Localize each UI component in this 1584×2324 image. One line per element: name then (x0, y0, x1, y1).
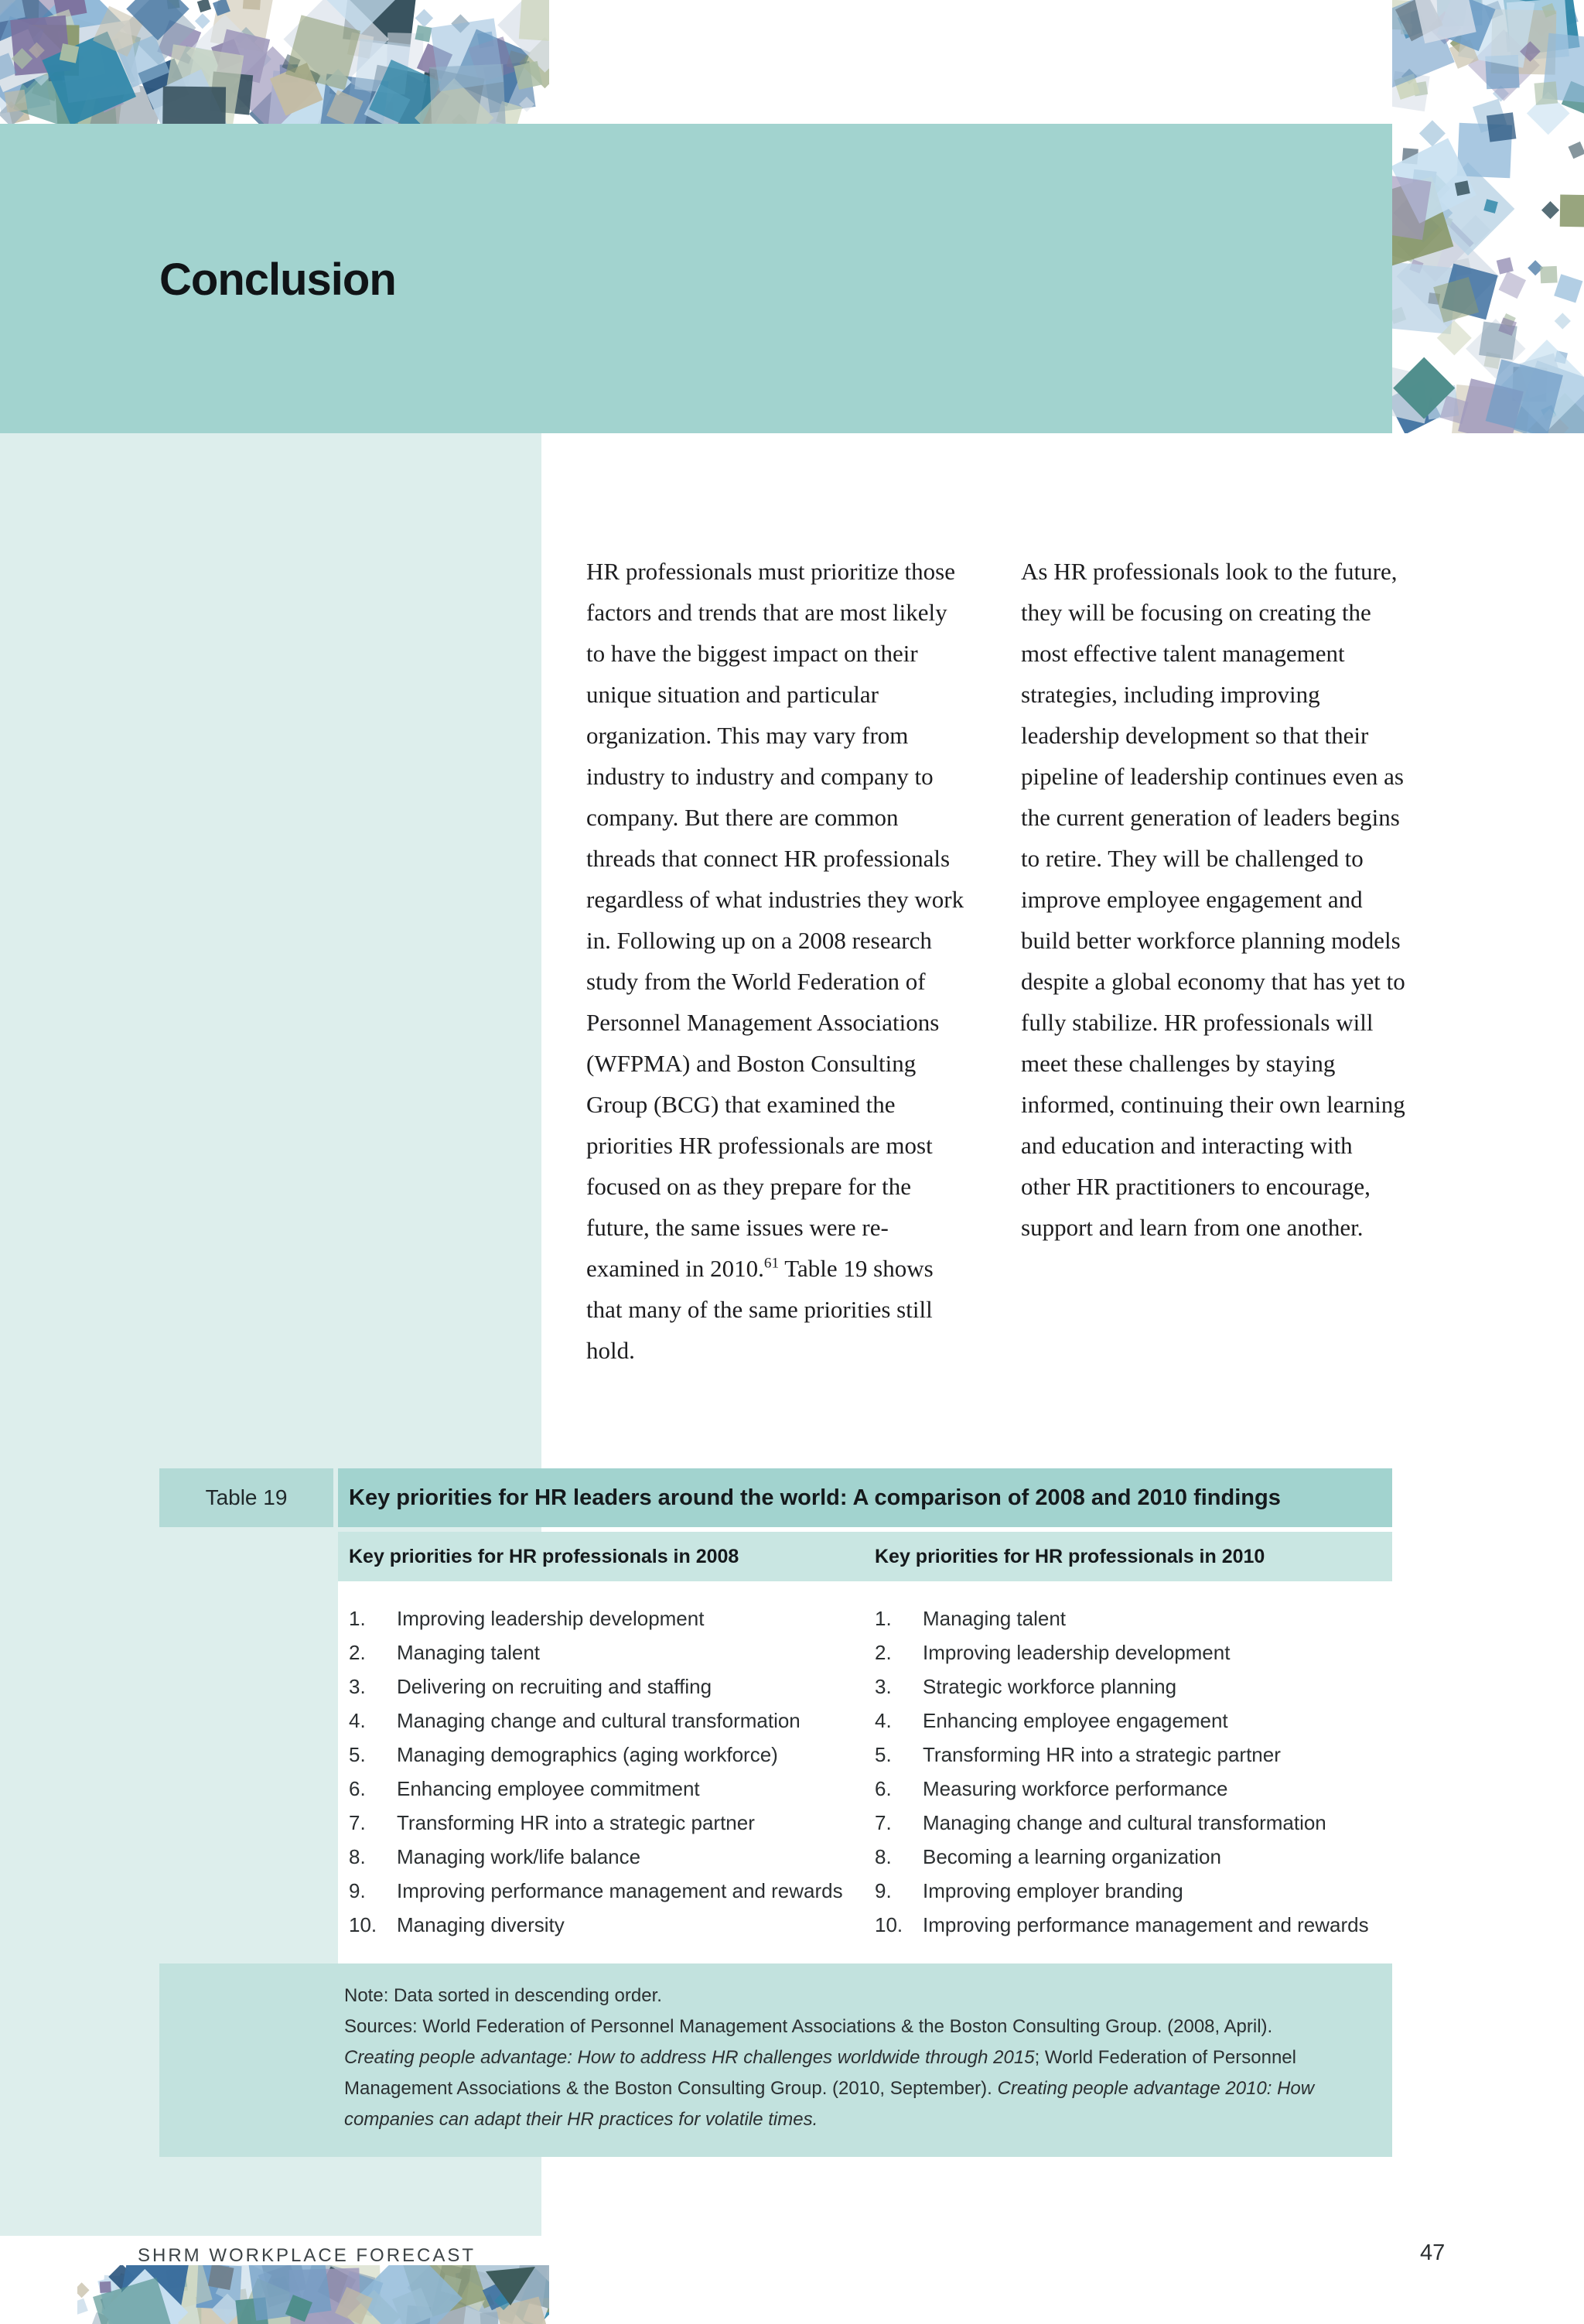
row-label: Improving leadership development (397, 1606, 705, 1630)
row-label: Transforming HR into a strategic partner (923, 1742, 1281, 1766)
row-number: 5. (875, 1742, 892, 1766)
row-label: Managing diversity (397, 1912, 565, 1936)
confetti-top-right-decoration (1392, 0, 1584, 433)
footnote-ref: 61 (763, 1255, 780, 1272)
row-number: 4. (875, 1708, 892, 1732)
table-column-headers (338, 1532, 1392, 1581)
table-row (875, 1840, 1392, 1874)
table-title-row (159, 1468, 1392, 1527)
row-number: 10. (349, 1912, 377, 1936)
table-note-band (159, 1963, 1392, 2157)
table-row (875, 1738, 1392, 1772)
row-number: 8. (875, 1844, 892, 1868)
row-number: 3. (349, 1674, 366, 1698)
table-row (875, 1601, 1392, 1635)
table-row (875, 1908, 1392, 1942)
row-number: 9. (349, 1878, 366, 1902)
row-number: 8. (349, 1844, 366, 1868)
row-label: Improving leadership development (923, 1640, 1231, 1664)
table-row (875, 1874, 1392, 1908)
row-number: 5. (349, 1742, 366, 1766)
table-row (349, 1806, 875, 1840)
row-label: Transforming HR into a strategic partner (397, 1810, 755, 1834)
row-number: 4. (349, 1708, 366, 1732)
table-row (349, 1738, 875, 1772)
row-number: 2. (349, 1640, 366, 1664)
row-label: Managing talent (923, 1606, 1067, 1630)
row-label: Managing change and cultural transformation (397, 1708, 801, 1732)
table-row (349, 1601, 875, 1635)
table-row (349, 1874, 875, 1908)
table-row (875, 1704, 1392, 1738)
confetti-graphic (77, 2265, 549, 2324)
table-note: Note: Data sorted in descending order. (344, 1985, 662, 2006)
row-label: Strategic workforce planning (923, 1674, 1177, 1698)
footer-publication-title: SHRM WORKPLACE FORECAST (138, 2245, 476, 2266)
table-row (875, 1806, 1392, 1840)
table-row (349, 1670, 875, 1704)
row-number: 1. (349, 1606, 366, 1630)
confetti-top-left-decoration (0, 0, 549, 124)
table-title: Key priorities for HR leaders around the world: A comparison of 2008 and 2010 findings (349, 1485, 1281, 1510)
page-heading: Conclusion (159, 255, 396, 305)
row-label: Managing demographics (aging workforce) (397, 1742, 778, 1766)
row-number: 1. (875, 1606, 892, 1630)
row-number: 6. (349, 1776, 366, 1800)
priorities-2008-list (349, 1601, 875, 1942)
table-label-cell (159, 1468, 333, 1527)
row-label: Improving performance management and rewards (397, 1878, 843, 1902)
table-sources: Sources: World Federation of Personnel Management Associations & the Boston Consulting Group. (2008, April). Creating people advantage: How to address HR challenges worldwide through 2015; World Federation of Personnel Management Associations & the Boston Consulting Group. (2010, September). Creating people advantage 2010: How companies can adapt their HR practices for volatile times. (344, 2016, 1315, 2130)
row-number: 6. (875, 1776, 892, 1800)
row-number: 3. (875, 1674, 892, 1698)
body-column-left-text: HR professionals must prioritize those factors and trends that are most likely to have the biggest impact on their unique situation and particular organization. This may vary from industry to industry and company to company. But there are common threads that connect HR professionals regardless of what industries they work in. Following up on a 2008 research study from the World Federation of Personnel Management Associations (WFPMA) and Boston Consulting Group (BCG) that examined the priorities HR professionals are most focused on as they prepare for the future, the same issues were re-examined in 2010.61 Table 19 shows that many of the same priorities still hold. (586, 558, 964, 1364)
row-number: 10. (875, 1912, 903, 1936)
table-body (338, 1581, 1392, 1963)
row-label: Managing change and cultural transformation (923, 1810, 1326, 1834)
table-label: Table 19 (205, 1485, 288, 1509)
row-label: Managing work/life balance (397, 1844, 641, 1868)
row-label: Delivering on recruiting and staffing (397, 1674, 712, 1698)
row-label: Managing talent (397, 1640, 541, 1664)
column-header-2008: Key priorities for HR professionals in 2008 (349, 1545, 739, 1567)
priorities-2010-list (875, 1601, 1392, 1942)
page-number: 47 (1420, 2240, 1446, 2265)
table-row (349, 1704, 875, 1738)
table-row (349, 1635, 875, 1670)
table-19 (159, 1468, 1392, 2157)
title-banner (0, 124, 1392, 433)
row-label: Improving performance management and rewards (923, 1912, 1369, 1936)
confetti-graphic (0, 0, 549, 124)
table-row (349, 1908, 875, 1942)
row-label: Becoming a learning organization (923, 1844, 1221, 1868)
row-label: Enhancing employee engagement (923, 1708, 1228, 1732)
row-number: 9. (875, 1878, 892, 1902)
row-number: 7. (349, 1810, 366, 1834)
column-header-2010: Key priorities for HR professionals in 2010 (875, 1545, 1265, 1567)
table-row (349, 1772, 875, 1806)
row-label: Measuring workforce performance (923, 1776, 1228, 1800)
table-title-bar (338, 1468, 1392, 1527)
row-label: Improving employer branding (923, 1878, 1183, 1902)
body-text-block (586, 551, 1406, 1371)
table-row (875, 1635, 1392, 1670)
confetti-graphic (1392, 0, 1584, 433)
row-number: 2. (875, 1640, 892, 1664)
table-row (349, 1840, 875, 1874)
confetti-bottom-decoration (77, 2265, 549, 2324)
row-number: 7. (875, 1810, 892, 1834)
body-column-right-text: As HR professionals look to the future, they will be focusing on creating the most effective talent management strategies, including improving leadership development so that their pipeline of leadership continues even as the current generation of leaders begins to retire. They will be challenged to improve employee engagement and build better workforce planning models despite a global economy that has yet to fully stabilize. HR professionals will meet these challenges by staying informed, continuing their own learning and education and interacting with other HR practitioners to encourage, support and learn from one another. (1021, 558, 1405, 1241)
table-row (875, 1670, 1392, 1704)
row-label: Enhancing employee commitment (397, 1776, 700, 1800)
table-row (875, 1772, 1392, 1806)
